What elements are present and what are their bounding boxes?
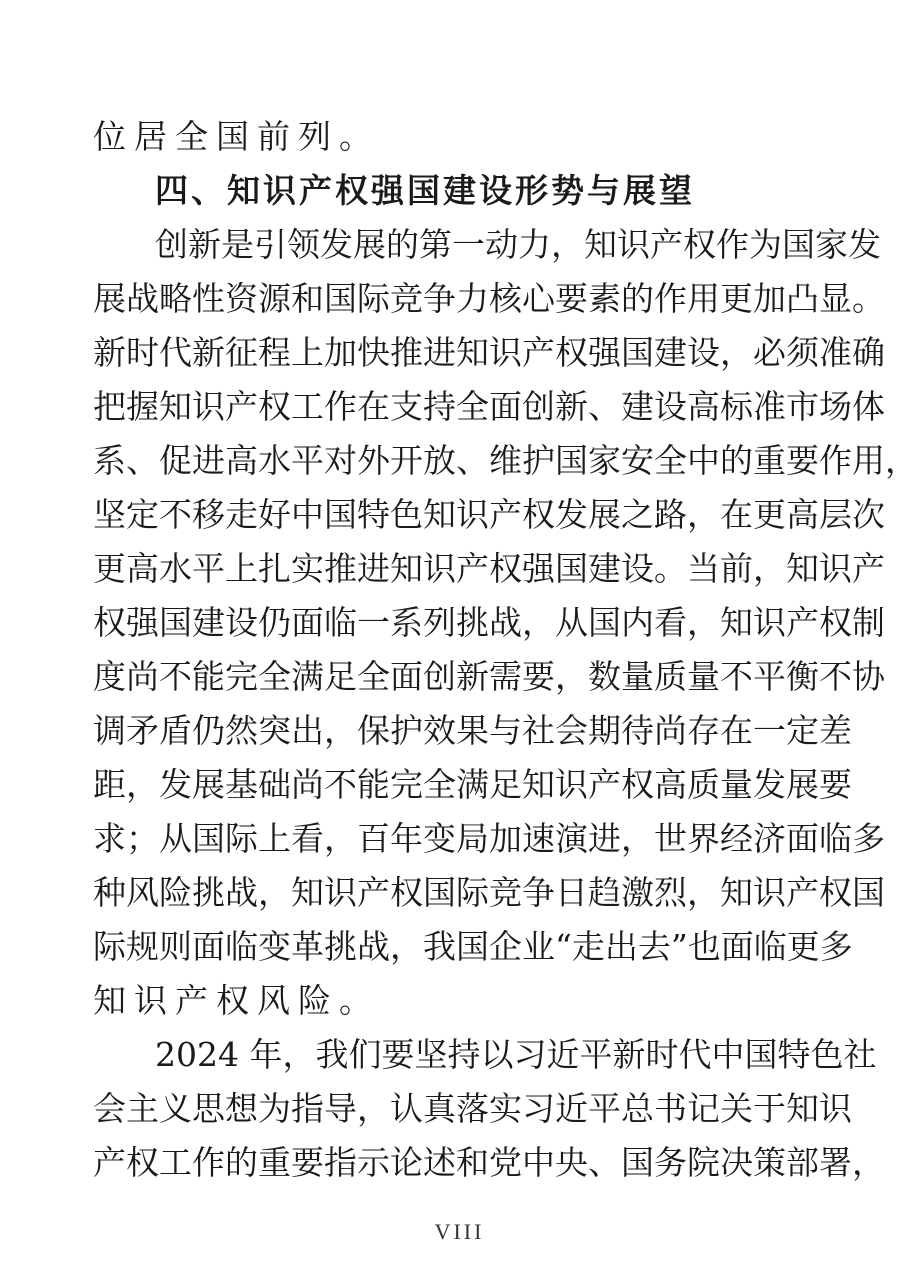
section-heading: 四、知识产权强国建设形势与展望 xyxy=(155,171,695,210)
paragraph-line: 调矛盾仍然突出，保护效果与社会期待尚存在一定差 xyxy=(93,711,852,750)
paragraph-line: 知识产权风险。 xyxy=(93,981,380,1020)
paragraph-line: 种风险挑战，知识产权国际竞争日趋激烈，知识产权国 xyxy=(93,873,885,912)
paragraph-line: 新时代新征程上加快推进知识产权强国建设，必须准确 xyxy=(93,333,885,372)
paragraph-line: 产权工作的重要指示论述和党中央、国务院决策部署， xyxy=(93,1143,885,1182)
paragraph-line: 更高水平上扎实推进知识产权强国建设。当前，知识产 xyxy=(93,549,885,588)
paragraph-line: 会主义思想为指导，认真落实习近平总书记关于知识 xyxy=(93,1089,852,1128)
page-number: VIII xyxy=(434,1219,485,1244)
paragraph-line: 创新是引领发展的第一动力，知识产权作为国家发 xyxy=(155,225,881,264)
paragraph-line: 2024 年，我们要坚持以习近平新时代中国特色社 xyxy=(155,1035,877,1074)
paragraph-line: 坚定不移走好中国特色知识产权发展之路，在更高层次 xyxy=(93,495,885,534)
continuation-line: 位居全国前列。 xyxy=(93,117,380,156)
paragraph-line: 权强国建设仍面临一系列挑战，从国内看，知识产权制 xyxy=(93,603,885,642)
paragraph-line: 把握知识产权工作在支持全面创新、建设高标准市场体 xyxy=(93,387,885,426)
paragraph-line: 求；从国际上看，百年变局加速演进，世界经济面临多 xyxy=(93,819,885,858)
paragraph-line: 系、促进高水平对外开放、维护国家安全中的重要作用， xyxy=(93,441,918,480)
paragraph-line: 际规则面临变革挑战，我国企业“走出去”也面临更多 xyxy=(93,927,853,966)
paragraph-line: 展战略性资源和国际竞争力核心要素的作用更加凸显。 xyxy=(93,279,885,318)
paragraph-line: 距，发展基础尚不能完全满足知识产权高质量发展要 xyxy=(93,765,852,804)
paragraph-line: 度尚不能完全满足全面创新需要，数量质量不平衡不协 xyxy=(93,657,885,696)
